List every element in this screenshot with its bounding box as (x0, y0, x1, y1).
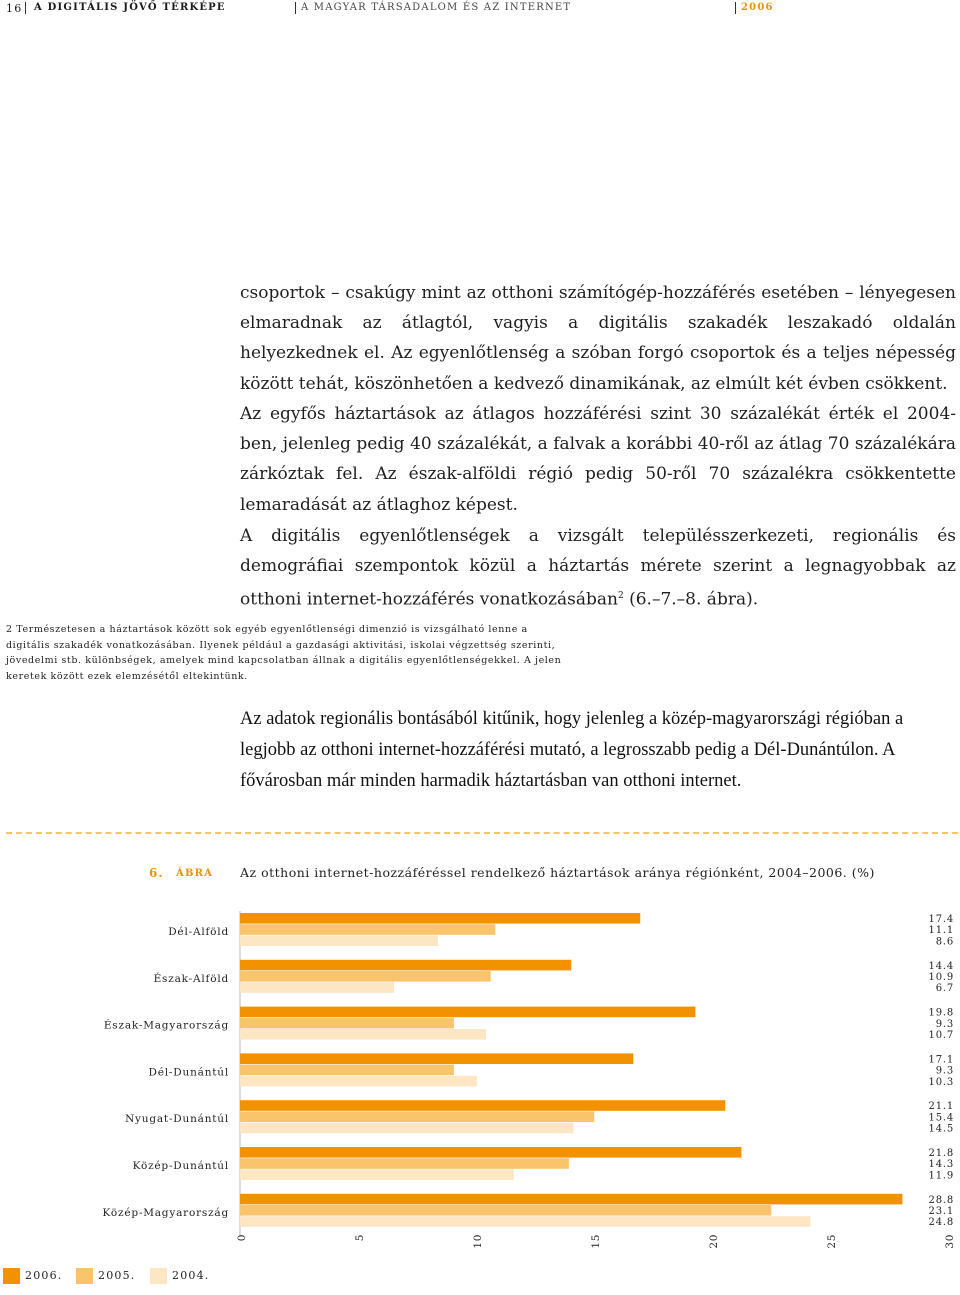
bar-nyugat-dunántúl-2006 (240, 1100, 725, 1111)
category-label-közép-dunántúl: Közép-Dunántúl (132, 1160, 229, 1172)
header-title: A DIGITÁLIS JÖVŐ TÉRKÉPE (34, 2, 226, 13)
x-tick-label-0: 0 (236, 1234, 248, 1242)
x-tick-label-10: 10 (472, 1234, 484, 1249)
legend-label-2004: 2004. (172, 1269, 210, 1282)
footnote-marker: 2 (6, 624, 13, 635)
summary-text: Az adatok regionális bontásából kitűnik, hogy jelenleg a közép-magyarországi régióban a legjobb az otthoni internet-hozzáférési mutató, a legrosszabb pedig a Dél-Dunántúlon. A fővárosban már minden harmadik háztartásban van otthoni internet. (240, 709, 904, 791)
bar-észak-magyarország-2006 (240, 1007, 695, 1018)
bar-észak-alföld-2006 (240, 960, 571, 971)
header-divider (25, 2, 26, 14)
x-tick-label-5: 5 (354, 1234, 366, 1242)
category-label-észak-alföld: Észak-Alföld (153, 972, 229, 985)
bar-észak-magyarország-2005 (240, 1018, 454, 1029)
bar-közép-dunántúl-2004 (240, 1169, 514, 1180)
category-label-dél-dunántúl: Dél-Dunántúl (148, 1066, 229, 1079)
value-label-közép-dunántúl-2006: 21.8 (928, 1148, 954, 1159)
footnote-text: Természetesen a háztartások között sok egyéb egyenlőtlenségi dimenzió is vizsgálható lenne a digitális szakadék vonatkozásában. Ilyenek például a gazdasági aktivitási, iskolai végzettség szerinti, jövedelmi stb. különbségek, amelyek mind kapcsolatban állnak a digitális egyenlőtlenségekkel. A jelen keretek között ezek elemzésétől eltekintünk. (6, 624, 562, 682)
legend-label-2005: 2005. (98, 1269, 136, 1282)
category-label-nyugat-dunántúl: Nyugat-Dunántúl (125, 1113, 229, 1126)
bar-közép-magyarország-2005 (240, 1205, 771, 1216)
bar-közép-magyarország-2004 (240, 1216, 810, 1227)
figure-title: Az otthoni internet-hozzáféréssel rendelkező háztartások aránya régiónként, 2004–2006. (%) (240, 865, 875, 880)
value-label-közép-magyarország-2005: 23.1 (928, 1206, 954, 1217)
value-label-dél-dunántúl-2004: 10.3 (928, 1076, 954, 1088)
bar-dél-dunántúl-2005 (240, 1065, 454, 1076)
bar-dél-dunántúl-2004 (240, 1076, 477, 1087)
legend-swatch-2004 (150, 1268, 167, 1284)
value-label-közép-magyarország-2004: 24.8 (928, 1217, 954, 1229)
footnote-reference[interactable]: 2 (617, 591, 624, 602)
footnote (6, 622, 566, 684)
value-label-közép-dunántúl-2004: 11.9 (928, 1170, 954, 1182)
category-label-észak-magyarország: Észak-Magyarország (103, 1019, 229, 1032)
body-paragraph-2: Az egyfős háztartások az átlagos hozzáférési szint 30 százalékát érték el 2004-ben, jelenleg pedig 40 százalékát, a falvak a korábbi 40-ről az átlag 70 százalékára zárkóztak fel. Az észak-alföldi régió pedig 50-ről 70 százalékra csökkentette lemaradását az átlaghoz képest. (240, 404, 956, 515)
header-subtitle: A MAGYAR TÁRSADALOM ÉS AZ INTERNET (301, 2, 572, 13)
bar-dél-alföld-2004 (240, 935, 438, 946)
body-paragraph-1: csoportok – csakúgy mint az otthoni számítógép-hozzáférés esetében – lényegesen elmaradnak az átlagtól, vagyis a digitális szakadék leszakadó oldalán helyezkednek el. Az egyenlőtlenség a szóban forgó csoportok és a teljes népesség között tehát, köszönhetően a kedvező dinamikának, az elmúlt két évben csökkent. (240, 283, 956, 394)
value-label-észak-magyarország-2004: 10.7 (928, 1030, 954, 1041)
value-label-észak-magyarország-2005: 9.3 (935, 1018, 954, 1030)
value-label-észak-alföld-2006: 14.4 (928, 960, 954, 972)
value-label-dél-dunántúl-2006: 17.1 (928, 1054, 954, 1066)
bar-dél-alföld-2005 (240, 924, 495, 935)
bar-észak-alföld-2004 (240, 982, 394, 993)
x-tick-label-20: 20 (708, 1234, 720, 1249)
header-year: 2006 (741, 2, 774, 13)
category-label-közép-magyarország: Közép-Magyarország (102, 1206, 229, 1219)
bar-közép-magyarország-2006 (240, 1194, 902, 1205)
body-paragraph-3-text: A digitális egyenlőtlenségek a vizsgált településszerkezeti, regionális és demográfiai szempontok közül a háztartás mérete szerint a legnagyobbak az otthoni internet-hozzáférés vonatkozásában (240, 526, 956, 611)
value-label-észak-alföld-2005: 10.9 (928, 972, 954, 983)
value-label-közép-dunántúl-2005: 14.3 (928, 1159, 954, 1171)
figure-references: (6.–7.–8. ábra). (623, 590, 759, 611)
bar-közép-dunántúl-2005 (240, 1158, 569, 1169)
body-paragraph-3 (240, 521, 956, 615)
bar-dél-alföld-2006 (240, 913, 640, 924)
dotted-divider (6, 832, 958, 834)
legend-swatch-2005 (76, 1268, 93, 1284)
x-tick-label-15: 15 (590, 1234, 602, 1249)
page-number: 16 (6, 2, 23, 15)
legend-swatch-2006 (3, 1268, 20, 1284)
value-label-dél-alföld-2005: 11.1 (928, 925, 954, 937)
category-label-dél-alföld: Dél-Alföld (168, 926, 229, 938)
bar-chart (0, 900, 960, 1260)
value-label-nyugat-dunántúl-2005: 15.4 (928, 1112, 954, 1124)
bar-észak-alföld-2005 (240, 971, 491, 982)
value-label-dél-dunántúl-2005: 9.3 (935, 1065, 954, 1077)
x-tick-label-25: 25 (826, 1234, 838, 1249)
bar-nyugat-dunántúl-2004 (240, 1123, 574, 1134)
figure-number: 6. (149, 866, 164, 880)
value-label-nyugat-dunántúl-2004: 14.5 (928, 1123, 954, 1135)
bar-közép-dunántúl-2006 (240, 1147, 741, 1158)
value-label-nyugat-dunántúl-2006: 21.1 (928, 1101, 954, 1113)
value-label-dél-alföld-2004: 8.6 (935, 936, 954, 948)
legend-label-2006: 2006. (25, 1269, 63, 1282)
bar-észak-magyarország-2004 (240, 1029, 486, 1040)
x-tick-label-30: 30 (944, 1234, 956, 1249)
value-label-dél-alföld-2006: 17.4 (928, 914, 954, 925)
value-label-közép-magyarország-2006: 28.8 (928, 1194, 954, 1206)
value-label-észak-magyarország-2006: 19.8 (928, 1007, 954, 1019)
header-divider (295, 2, 296, 14)
figure-label: ÁBRA (176, 868, 214, 879)
bar-nyugat-dunántúl-2005 (240, 1111, 594, 1122)
header-divider (735, 2, 736, 14)
value-label-észak-alföld-2004: 6.7 (935, 983, 954, 995)
bar-dél-dunántúl-2006 (240, 1053, 633, 1064)
